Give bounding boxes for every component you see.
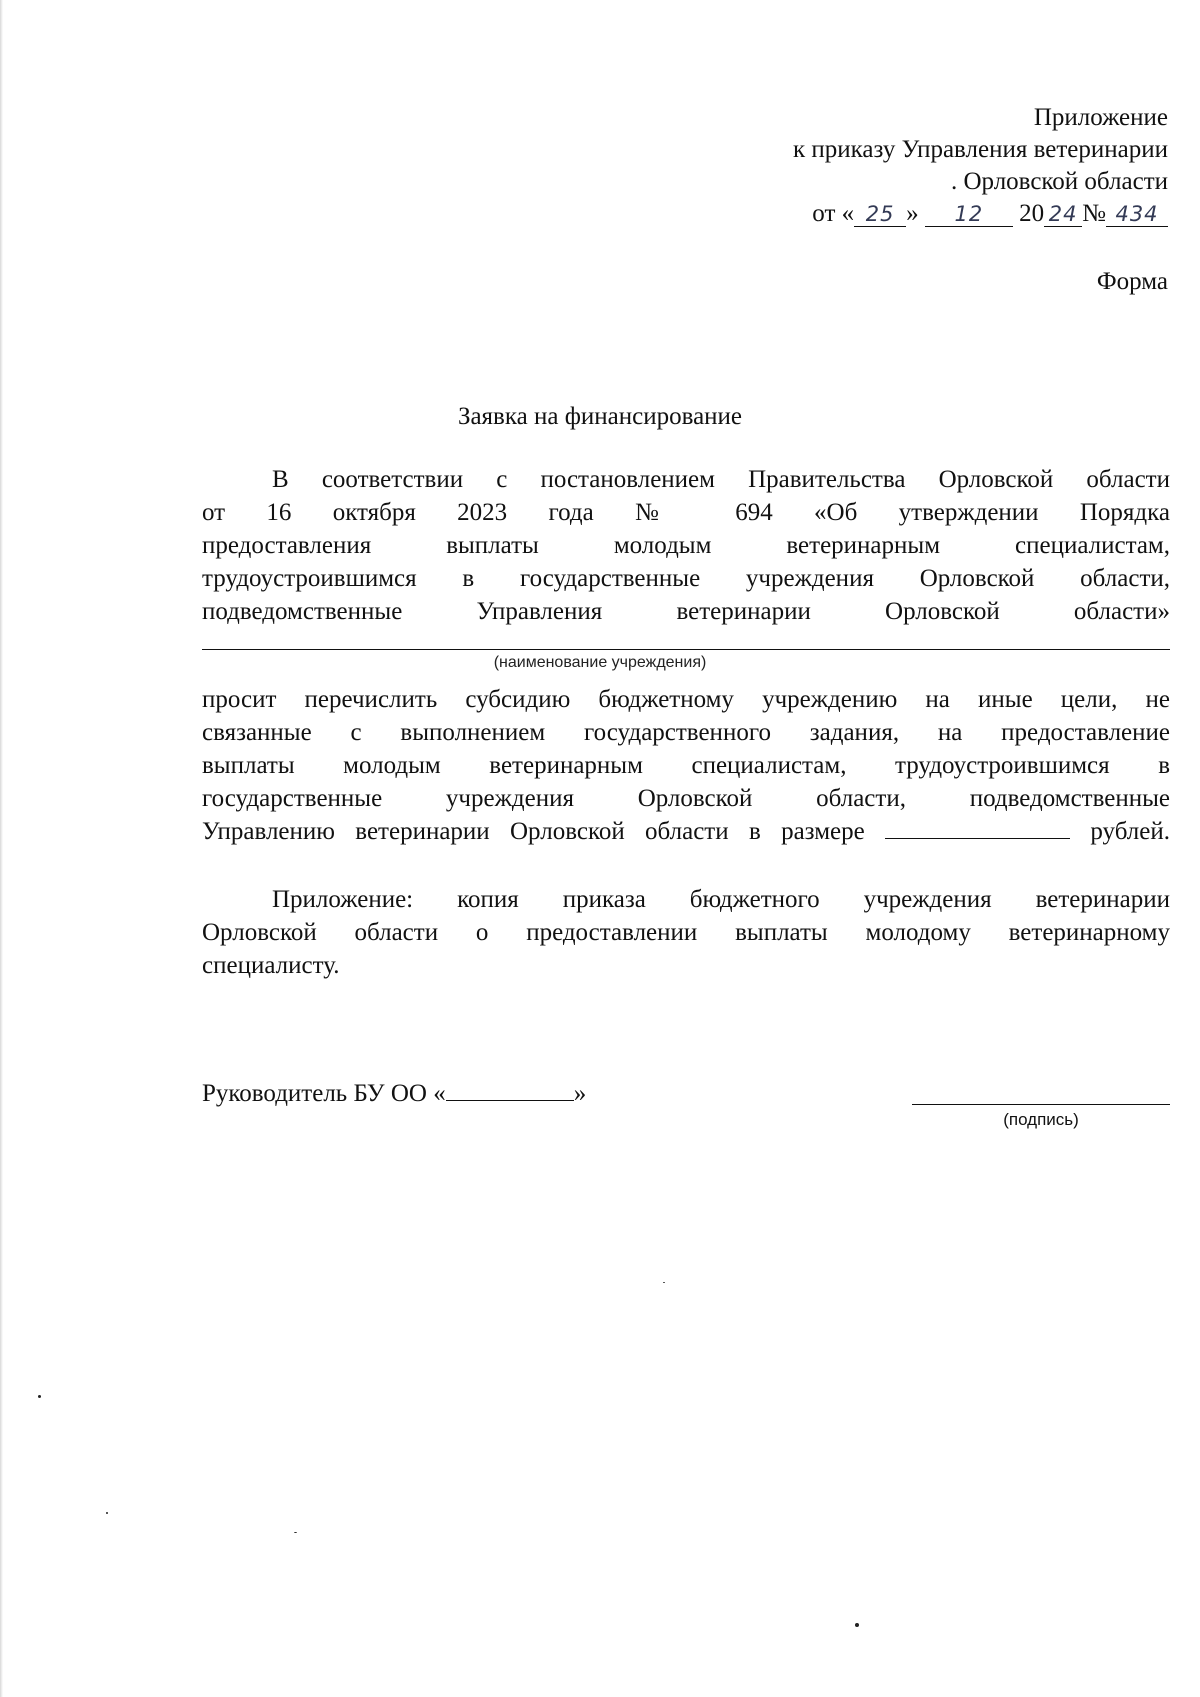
- head-label-after: »: [573, 1080, 587, 1107]
- paragraph-request: [202, 683, 1170, 848]
- appendix-order-ref: к приказу Управления ветеринарии: [792, 136, 1168, 163]
- amount-blank: [885, 816, 1070, 839]
- paragraph-line: от 16 октября 2023 года № 694 «Об утверждении Порядка: [202, 499, 1170, 526]
- paragraph-line: подведомственные Управления ветеринарии Орловской области»: [202, 598, 1170, 625]
- order-year-suffix: 24: [1044, 202, 1082, 227]
- scan-speck: [663, 1282, 665, 1283]
- scan-speck: [106, 1512, 108, 1514]
- paragraph-line: государственные учреждения Орловской области, подведомственные: [202, 785, 1170, 812]
- paragraph-line: выплаты молодым ветеринарным специалистам, трудоустроившимся в: [202, 752, 1170, 779]
- order-date-mid: »: [906, 200, 919, 227]
- paragraph-line: трудоустроившимся в государственные учреждения Орловской области,: [202, 565, 1170, 592]
- scan-speck: [855, 1623, 859, 1627]
- head-label-before: Руководитель БУ ОО «: [202, 1080, 446, 1107]
- head-signature-label: [202, 1078, 586, 1108]
- order-month: 12: [925, 202, 1013, 227]
- signature-caption: (подпись): [1003, 1110, 1079, 1129]
- institution-name-caption: (наименование учреждения): [493, 654, 707, 671]
- institution-short-blank: [446, 1078, 574, 1101]
- signature-line: [912, 1104, 1170, 1105]
- paragraph-line: В соответствии с постановлением Правительства Орловской области: [272, 466, 1170, 493]
- paragraph-line: Приложение: копия приказа бюджетного учреждения ветеринарии: [272, 886, 1170, 913]
- order-year-prefix: 20: [1019, 200, 1045, 227]
- paragraph-attachment: [202, 883, 1170, 982]
- paragraph-basis: [202, 463, 1170, 628]
- scan-edge: [0, 0, 3, 1697]
- paragraph-line: специалисту.: [202, 952, 340, 979]
- scan-speck: [294, 1532, 297, 1533]
- form-label: Форма: [1096, 268, 1168, 295]
- amount-line-after: рублей.: [1090, 818, 1170, 845]
- institution-name-line: [202, 649, 1170, 650]
- appendix-header: [793, 102, 1168, 230]
- order-number: 434: [1106, 202, 1168, 227]
- order-date-prefix: от «: [812, 200, 855, 227]
- order-day: 25: [854, 202, 906, 227]
- paragraph-line: предоставления выплаты молодым ветеринарным специалистам,: [202, 532, 1170, 559]
- order-date-number: [793, 198, 1168, 230]
- appendix-title: Приложение: [1033, 104, 1168, 131]
- paragraph-line: связанные с выполнением государственного задания, на предоставление: [202, 719, 1170, 746]
- paragraph-line: просит перечислить субсидию бюджетному учреждению на иные цели, не: [202, 686, 1170, 713]
- order-number-sign: №: [1082, 200, 1106, 227]
- paragraph-line: Орловской области о предоставлении выплаты молодому ветеринарному: [202, 919, 1170, 946]
- appendix-region: . Орловской области: [950, 168, 1168, 195]
- document-title: Заявка на финансирование: [457, 403, 743, 430]
- amount-line-before: Управлению ветеринарии Орловской области в размере: [202, 818, 865, 845]
- paragraph-amount-line: [202, 815, 1170, 848]
- scan-speck: [38, 1395, 41, 1398]
